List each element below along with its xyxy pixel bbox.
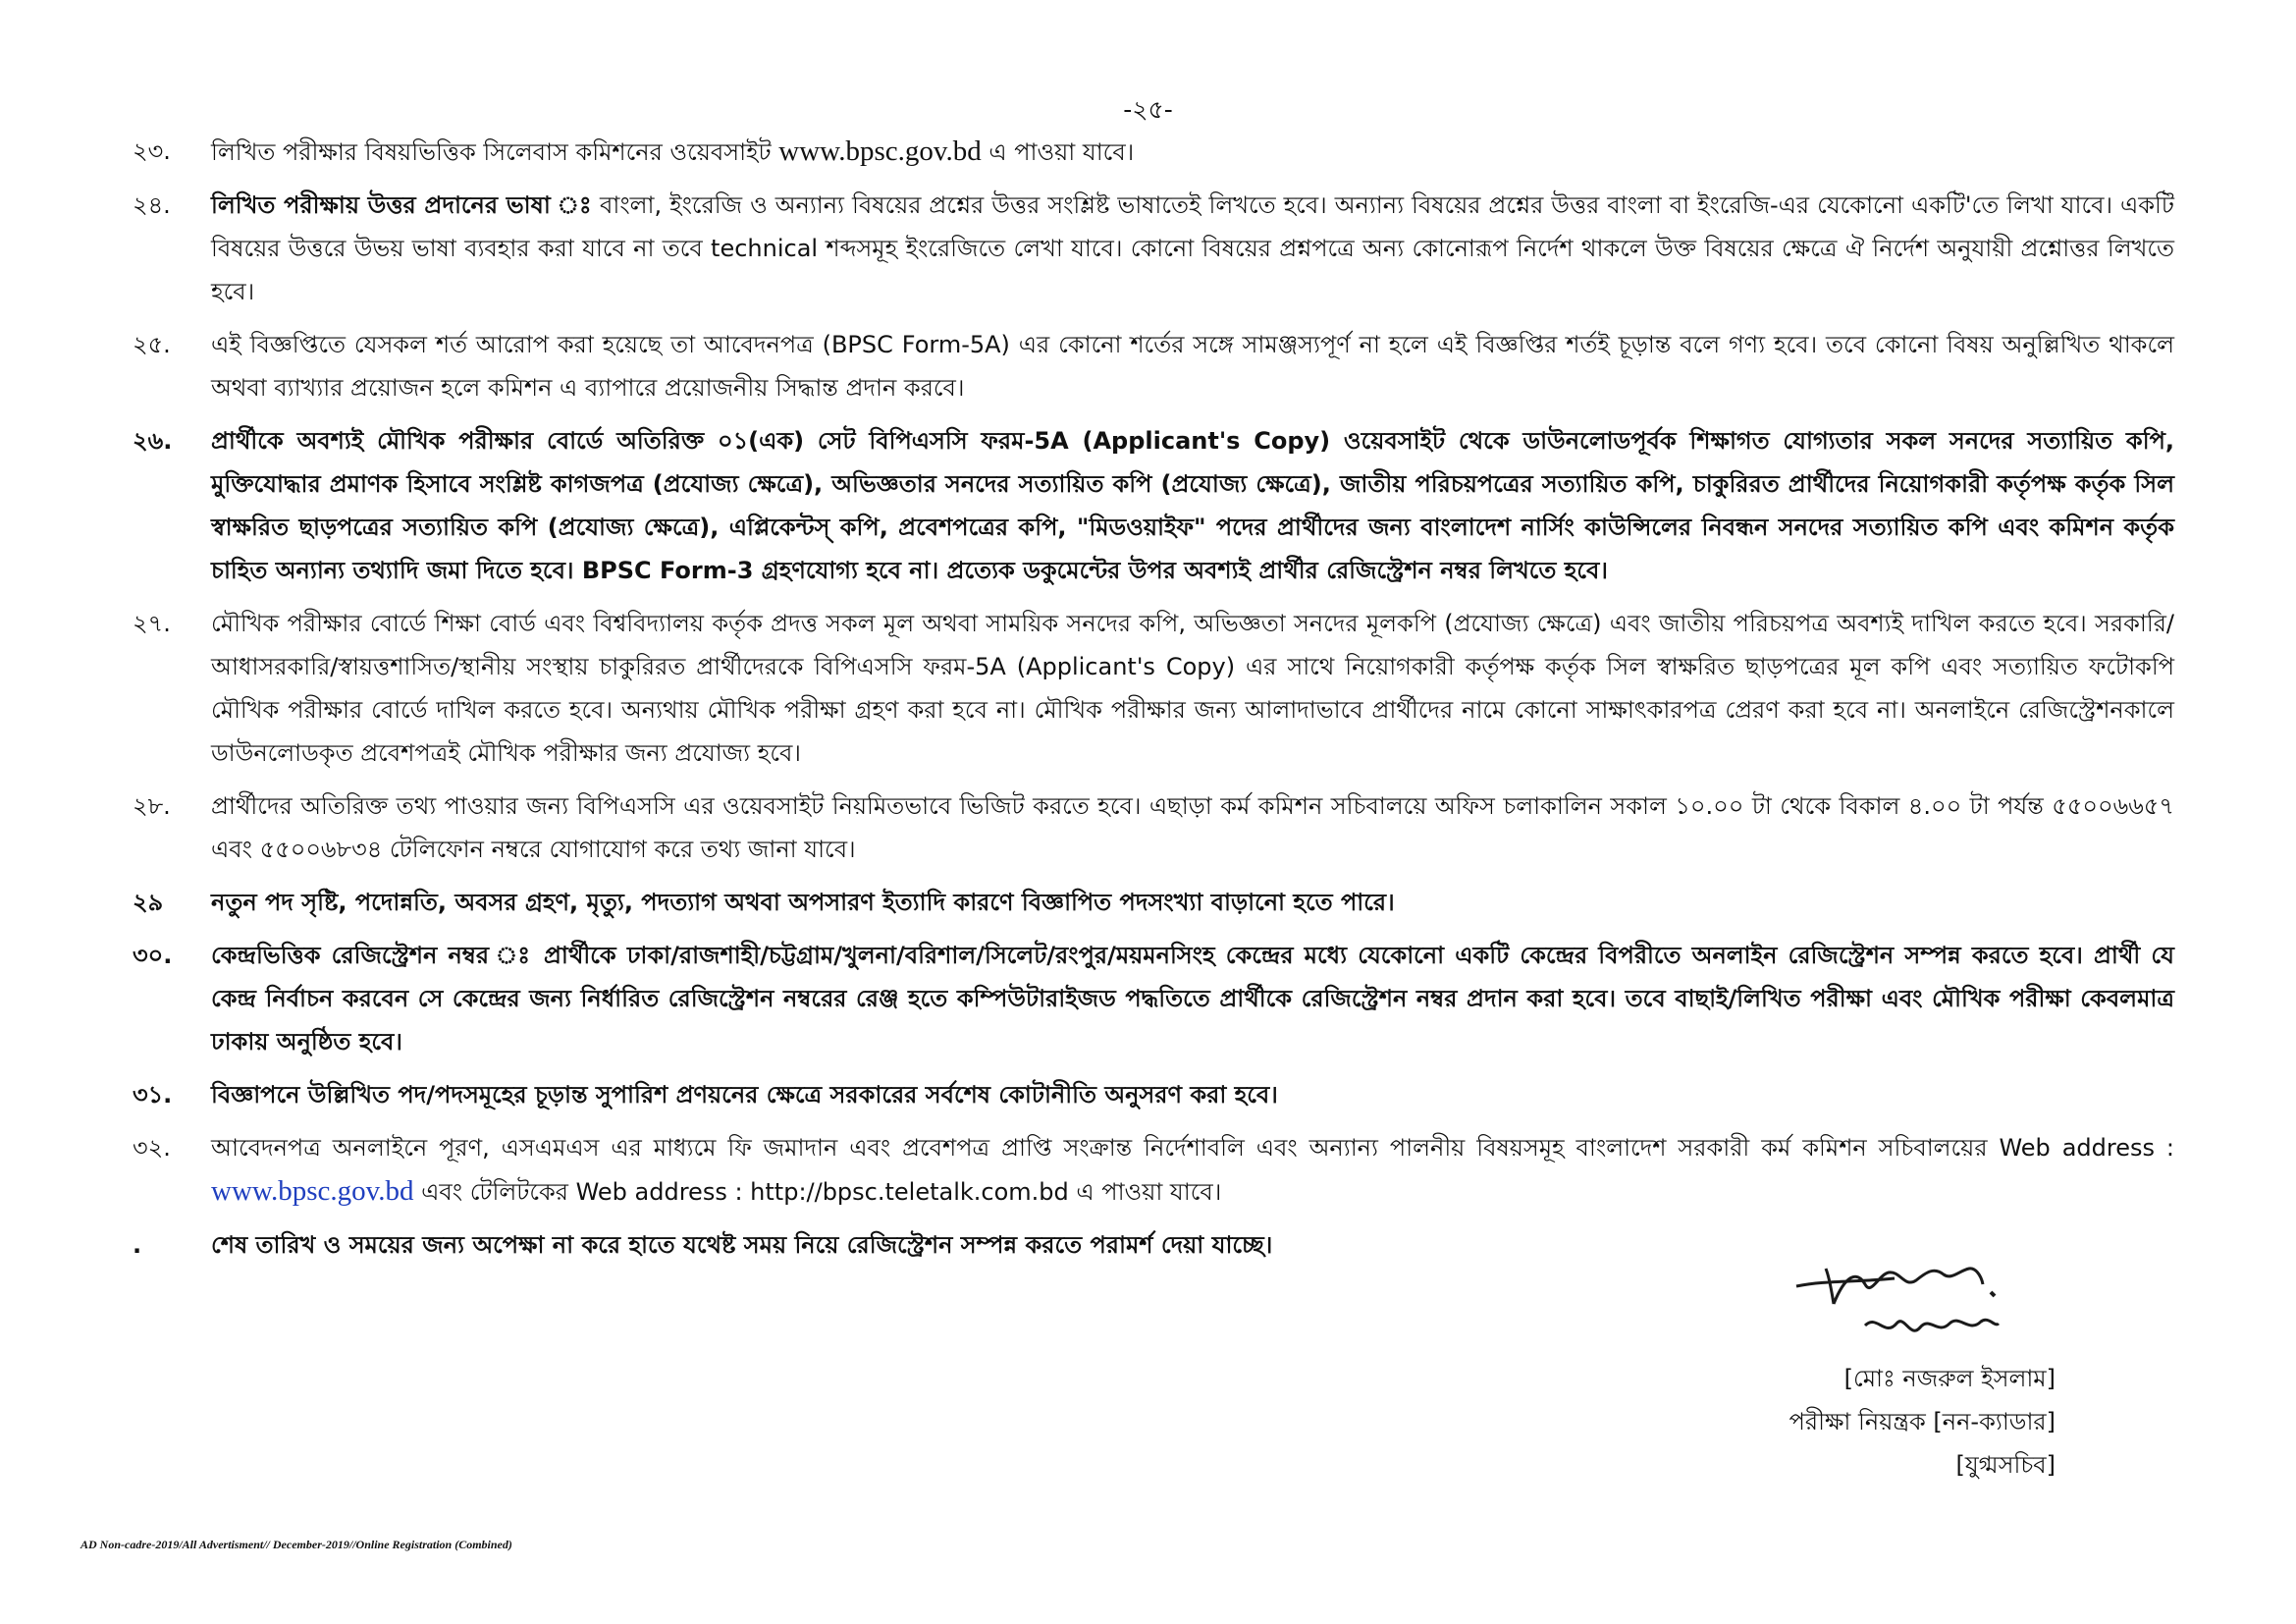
item-number: ২৫. (133, 331, 171, 358)
handwritten-signature (1787, 1245, 2042, 1361)
item-number: ২৮. (133, 792, 171, 820)
item-text: প্রার্থীদের অতিরিক্ত তথ্য পাওয়ার জন্য বিপিএসসি এর ওয়েবসাইট নিয়মিতভাবে ভিজিট করতে হবে। এছাড়া কর্ম কমিশন সচিবালয়ে অফিস চলাকালিন সকাল ১০.০০ টা থেকে বিকাল ৪.০০ টা পর্যন্ত ৫৫০০৬৬৫৭ এবং ৫৫০০৬৮৩৪ টেলিফোন নম্বরে যোগাযোগ করে তথ্য জানা যাবে। (211, 792, 2174, 863)
item-text: কেন্দ্রভিত্তিক রেজিস্ট্রেশন নম্বর ঃ প্রার্থীকে ঢাকা/রাজশাহী/চট্টগ্রাম/খুলনা/বরিশাল/সিলেট/রংপুর/ময়মনসিংহ কেন্দ্রের মধ্যে যেকোনো একটি কেন্দ্রের বিপরীতে অনলাইন রেজিস্ট্রেশন সম্পন্ন করতে হবে। প্রার্থী যে কেন্দ্র নির্বাচন করবেন সে কেন্দ্রের জন্য নির্ধারিত রেজিস্ট্রেশন নম্বরের রেঞ্জ হতে কম্পিউটারাইজড পদ্ধতিতে প্রার্থীকে রেজিস্ট্রেশন নম্বর প্রদান করা হবে। তবে বাছাই/লিখিত পরীক্ষা এবং মৌখিক পরীক্ষা কেবলমাত্র ঢাকায় অনুষ্ঠিত হবে। (211, 942, 2174, 1056)
item-text: বিজ্ঞাপনে উল্লিখিত পদ/পদসমূহের চূড়ান্ত সুপারিশ প্রণয়নের ক্ষেত্রে সরকারের সর্বশেষ কোটানীতি অনুসরণ করা হবে। (211, 1081, 1278, 1109)
list-item (133, 1073, 2174, 1116)
item-text: প্রার্থীকে অবশ্যই মৌখিক পরীক্ষার বোর্ডে অতিরিক্ত ০১(এক) সেট বিপিএসসি ফরম-5A (Applicant's Copy) ওয়েবসাইট থেকে ডাউনলোডপূর্বক শিক্ষাগত যোগ্যতার সকল সনদের সত্যায়িত কপি, মুক্তিযোদ্ধার প্রমাণক হিসাবে সংশ্লিষ্ট কাগজপত্র (প্রযোজ্য ক্ষেত্রে), অভিজ্ঞতার সনদের সত্যায়িত কপি (প্রযোজ্য ক্ষেত্রে), জাতীয় পরিচয়পত্রের সত্যায়িত কপি, চাকুরিরত প্রার্থীদের নিয়োগকারী কর্তৃপক্ষ কর্তৃক সিল স্বাক্ষরিত ছাড়পত্রের সত্যায়িত কপি (প্রযোজ্য ক্ষেত্রে), এপ্লিকেন্টস্ কপি, প্রবেশপত্রের কপি, "মিডওয়াইফ" পদের প্রার্থীদের জন্য বাংলাদেশ নার্সিং কাউন্সিলের নিবন্ধন সনদের সত্যায়িত কপি এবং কমিশন কর্তৃক চাহিত অন্যান্য তথ্যাদি জমা দিতে হবে। BPSC Form-3 গ্রহণযোগ্য হবে না। প্রত্যেক ডকুমেন্টের উপর অবশ্যই প্রার্থীর রেজিস্ট্রেশন নম্বর লিখতে হবে। (211, 427, 2174, 584)
signatory-name: [মোঃ নজরুল ইসলাম] (1843, 1365, 2056, 1392)
item-text: মৌখিক পরীক্ষার বোর্ডে শিক্ষা বোর্ড এবং বিশ্ববিদ্যালয় কর্তৃক প্রদত্ত সকল মূল অথবা সাময়িক সনদের কপি, অভিজ্ঞতা সনদের মূলকপি (প্রযোজ্য ক্ষেত্রে) এবং জাতীয় পরিচয়পত্র অবশ্যই দাখিল করতে হবে। সরকারি/ আধাসরকারি/স্বায়ত্তশাসিত/স্থানীয় সংস্থায় চাকুরিরত প্রার্থীদেরকে বিপিএসসি ফরম-5A (Applicant's Copy) এর সাথে নিয়োগকারী কর্তৃপক্ষ কর্তৃক সিল স্বাক্ষরিত ছাড়পত্রের মূল কপি এবং সত্যায়িত ফটোকপি মৌখিক পরীক্ষার বোর্ডে দাখিল করতে হবে। অন্যথায় মৌখিক পরীক্ষা গ্রহণ করা হবে না। মৌখিক পরীক্ষার জন্য আলাদাভাবে প্রার্থীদের নামে কোনো সাক্ষাৎকারপত্র প্রেরণ করা হবে না। অনলাইনে রেজিস্ট্রেশনকালে ডাউনলোডকৃত প্রবেশপত্রই মৌখিক পরীক্ষার জন্য প্রযোজ্য হবে। (211, 610, 2174, 767)
signatory-rank: [যুগ্মসচিব] (1955, 1451, 2056, 1479)
item-number: ২৬. (133, 427, 173, 455)
website-text: www.bpsc.gov.bd (778, 135, 982, 167)
list-item (133, 184, 2174, 313)
item-text: লিখিত পরীক্ষায় উত্তর প্রদানের ভাষা ঃ বাংলা, ইংরেজি ও অন্যান্য বিষয়ের প্রশ্নের উত্তর সংশ্লিষ্ট ভাষাতেই লিখতে হবে। অন্যান্য বিষয়ের প্রশ্নের উত্তর বাংলা বা ইংরেজি-এর যেকোনো একটি'তে লিখা যাবে। একটি বিষয়ের উত্তরে উভয় ভাষা ব্যবহার করা যাবে না তবে technical শব্দসমূহ ইংরেজিতে লেখা যাবে। কোনো বিষয়ের প্রশ্নপত্রে অন্য কোনোরূপ নির্দেশ থাকলে উক্ত বিষয়ের ক্ষেত্রে ঐ নির্দেশ অনুযায়ী প্রশ্নোত্তর লিখতে হবে। (211, 191, 2175, 305)
item-number: ২৩. (133, 137, 171, 165)
list-item (133, 419, 2174, 592)
item-text: শেষ তারিখ ও সময়ের জন্য অপেক্ষা না করে হাতে যথেষ্ট সময় নিয়ে রেজিস্ট্রেশন সম্পন্ন করতে পরামর্শ দেয়া যাচ্ছে। (211, 1231, 1273, 1259)
list-item (133, 785, 2174, 871)
list-item (133, 602, 2174, 775)
signatory-designation: পরীক্ষা নিয়ন্ত্রক [নন-ক্যাডার] (1789, 1408, 2056, 1435)
bpsc-website-link[interactable]: www.bpsc.gov.bd (211, 1175, 414, 1207)
list-item (133, 881, 2174, 924)
item-text: এই বিজ্ঞপ্তিতে যেসকল শর্ত আরোপ করা হয়েছে তা আবেদনপত্র (BPSC Form-5A) এর কোনো শর্তের সঙ্গে সামঞ্জস্যপূর্ণ না হলে এই বিজ্ঞপ্তির শর্তই চূড়ান্ত বলে গণ্য হবে। তবে কোনো বিষয় অনুল্লিখিত থাকলে অথবা ব্যাখ্যার প্রয়োজন হলে কমিশন এ ব্যাপারে প্রয়োজনীয় সিদ্ধান্ত প্রদান করবে। (211, 331, 2174, 402)
item-number: ৩২. (133, 1134, 171, 1162)
list-item (133, 1126, 2174, 1214)
list-item (133, 934, 2174, 1063)
page-number: -২৫- (1123, 95, 1173, 124)
item-number: ২৯ (133, 889, 164, 916)
item-number: ৩১. (133, 1081, 173, 1109)
item-text: নতুন পদ সৃষ্টি, পদোন্নতি, অবসর গ্রহণ, মৃত্যু, পদত্যাগ অথবা অপসারণ ইত্যাদি কারণে বিজ্ঞাপিত পদসংখ্যা বাড়ানো হতে পারে। (211, 889, 1395, 916)
footer-note: AD Non-cadre-2019/All Advertisment// December-2019//Online Registration (Combined) (80, 1538, 512, 1551)
signature-block (1789, 1357, 2056, 1487)
list-item (133, 323, 2174, 409)
item-number: ২৪. (133, 191, 171, 219)
item-number: ৩০. (133, 942, 173, 969)
list-item (133, 130, 2174, 174)
item-text: আবেদনপত্র অনলাইনে পূরণ, এসএমএস এর মাধ্যমে ফি জমাদান এবং প্রবেশপত্র প্রাপ্তি সংক্রান্ত নির্দেশাবলি এবং অন্যান্য পালনীয় বিষয়সমূহ বাংলাদেশ সরকারী কর্ম কমিশন সচিবালয়ের Web address : www.bpsc.gov.bd এবং টেলিটকের Web address : http://bpsc.teletalk.com.bd এ পাওয়া যাবে। (211, 1134, 2174, 1207)
item-number: ২৭. (133, 610, 171, 637)
item-text: লিখিত পরীক্ষার বিষয়ভিত্তিক সিলেবাস কমিশনের ওয়েবসাইট www.bpsc.gov.bd এ পাওয়া যাবে। (211, 135, 1135, 167)
instructions-list (133, 130, 2174, 1276)
item-heading: লিখিত পরীক্ষায় উত্তর প্রদানের ভাষা ঃ (211, 191, 593, 219)
bullet-dot: . (133, 1231, 142, 1259)
